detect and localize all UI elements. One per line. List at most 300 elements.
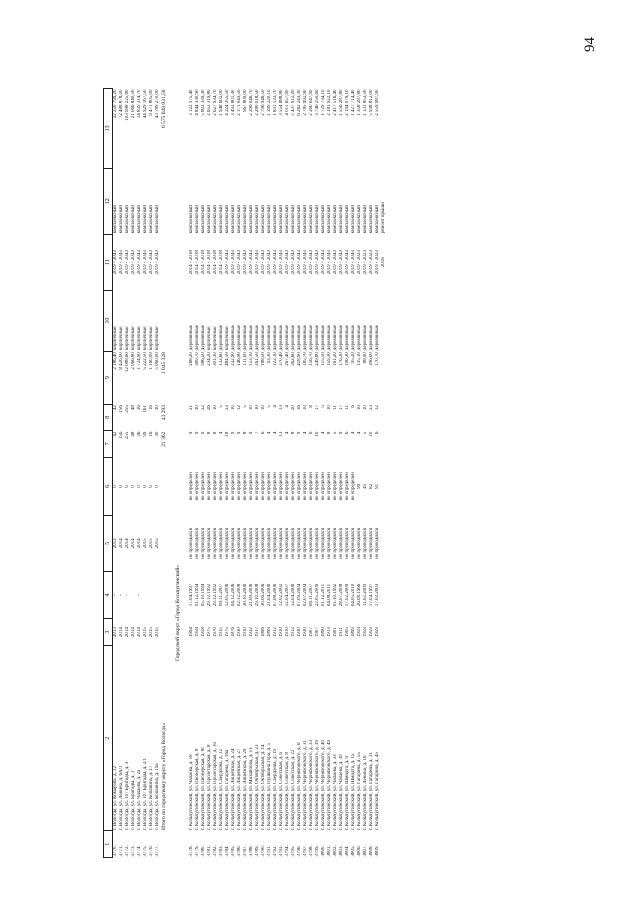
table-cell: 10 [231, 405, 236, 411]
table-cell: г. Кольчугинский, ул. Советская, д. 22 [291, 749, 296, 830]
table-cell: 156 [119, 431, 124, 440]
rotated-table-wrapper [103, 88, 617, 858]
table-cell: г. Кольчугинский, ул. Октябрьская, д. 14 [261, 744, 266, 830]
table-cell: 21.04.2006 [267, 583, 272, 607]
table-cell: 3771. [119, 845, 124, 857]
table-cell: 3797. [303, 845, 308, 857]
table-cell: кирпичные [155, 326, 160, 351]
total-label: Итого по городскому округу «Город Вологда» [161, 722, 167, 830]
table-cell: не проводился [333, 527, 338, 559]
table-cell: 2019 - 2043 [279, 250, 284, 275]
table-cell: не определен [327, 472, 332, 501]
table-cell: не определен [201, 472, 206, 501]
table-cell: комплексный [279, 205, 284, 234]
table-cell: 3799. [315, 845, 320, 857]
table-cell: 12.05.2006 [225, 583, 230, 607]
table-cell: 2014 - 2018 [207, 250, 212, 275]
table-cell: 9 [339, 431, 344, 435]
table-cell: не определен [285, 472, 290, 501]
table-cell: 1930 [297, 627, 302, 638]
table-cell: 4 011 657,90 [285, 89, 290, 116]
table-cell: 3793. [279, 845, 284, 857]
table-cell: 1975 [207, 627, 212, 638]
table-cell: 22 [201, 405, 206, 411]
table-cell: 3780. [201, 845, 206, 857]
table-cell: 4 [285, 405, 290, 408]
table-cell: 8 [243, 431, 248, 435]
table-cell: 4 [273, 431, 278, 435]
table-cell: не проводился [213, 527, 218, 559]
table-cell: 4 [267, 431, 272, 435]
table-cell: г. Кольчугинский, ул. Пионерская, д. 8 [195, 748, 200, 830]
table-cell: комплексный [339, 205, 344, 234]
empty-cell [381, 619, 387, 646]
table-cell: 3784. [225, 845, 230, 857]
table-cell: 1959 [369, 627, 374, 638]
table-cell: г. Вологда, ул. Ленина, д. 6А/1 [119, 765, 124, 830]
table-cell: комплексный [213, 205, 218, 234]
table-cell: 16 [149, 405, 154, 411]
table-cell: не проводился [273, 527, 278, 559]
table-cell: 2014 [125, 627, 130, 638]
table-cell: 9 [201, 431, 206, 435]
table-cell: комплексный [255, 205, 260, 234]
table-cell: 8 [291, 431, 296, 435]
table-cell: 30 [195, 405, 200, 411]
table-cell: 28.07.2008 [339, 583, 344, 607]
table-cell: кирпичные [125, 326, 130, 351]
table-cell: не определен [321, 472, 326, 501]
table-cell: 2 194 079,10 [345, 89, 350, 116]
table-cell: 2019 - 2043 [155, 250, 160, 275]
table-cell: 2 280 018,50 [255, 89, 260, 116]
table-cell: 967 809,00 [243, 89, 248, 112]
table-cell: 43 789 270,00 [155, 89, 160, 119]
table-cell: 9 [249, 431, 254, 435]
note-text: ремонт крыши [381, 202, 386, 234]
table-cell: 1896 [261, 627, 266, 638]
empty-cell [381, 831, 387, 858]
table-cell: 2 627 934,70 [213, 89, 218, 116]
table-cell: 10 [327, 405, 332, 411]
table-cell: 2019 - 2023 [363, 250, 368, 275]
table-cell: не определен [219, 472, 224, 501]
table-cell: 3 492 801,30 [231, 89, 236, 116]
table-cell: 5 [333, 431, 338, 435]
table-cell: 07.08.2006 [273, 583, 278, 607]
table-cell: не определен [213, 472, 218, 501]
table-cell: 3805. [351, 845, 356, 857]
header-cell: 11 [104, 234, 113, 290]
table-cell: не определен [333, 472, 338, 501]
table-cell: 3792. [273, 845, 278, 857]
table-cell: 1910 [237, 627, 242, 638]
table-cell: деревянные [303, 325, 308, 351]
table-cell: 8 [309, 405, 314, 408]
table-cell: не проводился [303, 527, 308, 559]
table-cell: 07.09.2004 [297, 583, 302, 607]
table-cell: комплексный [357, 205, 362, 234]
table-cell: кирпичные [143, 326, 148, 351]
table-cell: 1 358 287,80 [357, 89, 362, 116]
table-cell: 2019 - 2043 [143, 250, 148, 275]
table-cell: 3782. [213, 845, 218, 857]
note-row [381, 89, 387, 858]
table-cell: комплексный [149, 205, 154, 234]
table-cell: г. Кольчугинский, ул. Черняховского, д. 40 [321, 739, 326, 830]
table-cell: деревянные [237, 325, 242, 351]
table-cell: 1 160,00 [149, 352, 154, 370]
table-cell: 12.04.2007 [285, 583, 290, 607]
table-cell: комплексный [231, 205, 236, 234]
table-cell: 10 [357, 405, 362, 411]
table-cell: 2019 - 2043 [149, 250, 154, 275]
table-cell: 12.02.2002 [279, 583, 284, 607]
table-cell: 6 [345, 431, 350, 435]
table-cell: 4 [285, 431, 290, 435]
table-cell: г. Кольчугинский, ул. Чапаева, д. 39 [339, 754, 344, 830]
section-row [167, 89, 189, 858]
empty-cell [381, 431, 387, 458]
table-cell: г. Кольчугинский, ул. Чапаева, д. 18 [189, 754, 194, 830]
table-cell: 1959 [357, 627, 362, 638]
empty-cell [381, 515, 387, 571]
table-cell: комплексный [369, 205, 374, 234]
table-cell: не проводился [327, 527, 332, 559]
table-cell: 255 [125, 405, 130, 413]
table-cell: 12 088,60 [125, 352, 130, 373]
table-cell: 3790. [261, 845, 266, 857]
table-cell: 10 [363, 405, 368, 411]
table-cell: 1975 [225, 627, 230, 638]
table-cell: 1907 [315, 627, 320, 638]
table-cell: не определен [297, 472, 302, 501]
table-cell: г. Кольчугинский, ул. Пролетарская, д. 8 [207, 744, 212, 830]
table-cell: 2013 [113, 627, 118, 638]
table-cell: 4 [351, 431, 356, 435]
table-cell: деревянные [291, 325, 296, 351]
table-cell: 12 [375, 405, 380, 411]
table-cell: 115,50 [321, 352, 326, 366]
table-cell: комплексный [219, 205, 224, 234]
table-cell: 2019 - 2043 [267, 250, 272, 275]
table-cell: 1 399 220,10 [267, 89, 272, 116]
table-cell: г. Кольчугинский, ул. Пролетарская, д. 10 [213, 742, 218, 830]
table-cell: 22.05.2009 [315, 583, 320, 607]
table-cell: кирпичные [131, 326, 136, 351]
table-cell: комплексный [291, 205, 296, 234]
table-cell: комплексный [267, 205, 272, 234]
table-cell: 1911 [339, 627, 344, 638]
table-cell: 9 [237, 431, 242, 435]
table-cell: не проводился [309, 527, 314, 559]
table-cell: 170,70 [375, 352, 380, 366]
table-cell: 04.05.2010 [351, 583, 356, 607]
table-cell: не проводился [255, 527, 260, 559]
table-cell: 2014 - 2018 [213, 250, 218, 275]
table-cell: 2014 [131, 627, 136, 638]
table-cell: 9 471 805,00 [149, 89, 154, 116]
table-cell: не проводился [285, 527, 290, 559]
table-cell: не проводился [315, 527, 320, 559]
table-cell: 484,50 [225, 352, 230, 366]
housing-register-table [103, 88, 387, 858]
table-cell: 1913 [327, 627, 332, 638]
header-cell: 2 [104, 645, 113, 831]
table-cell: 17.04.1997 [369, 583, 374, 607]
table-cell: 1912 [291, 627, 296, 638]
table-cell: 10 [213, 405, 218, 411]
table-cell: не определен [309, 472, 314, 501]
total-value: 21 362 [161, 431, 167, 447]
table-cell: 95,20 [351, 352, 356, 364]
table-cell: не проводился [189, 527, 194, 559]
table-cell: 3803. [339, 845, 344, 857]
table-cell: 1959 [363, 627, 368, 638]
table-cell: 2015 [149, 627, 154, 638]
table-cell: 2019 - 2043 [113, 250, 118, 275]
table-cell: 9 [195, 431, 200, 435]
table-cell: комплексный [195, 205, 200, 234]
table-cell: 1 131 853,50 [363, 89, 368, 116]
table-cell: г. Вологда, ул. Копанина, д. 19а [155, 763, 160, 830]
table-cell: 42 [113, 405, 118, 411]
table-cell: 23 [369, 405, 374, 411]
table-cell: комплексный [345, 205, 350, 234]
table-cell: 26.08.1966 [357, 583, 362, 607]
table-cell: деревянные [285, 325, 290, 351]
table-cell: комплексный [189, 205, 194, 234]
table-cell: 2019 - 2043 [315, 250, 320, 275]
table-cell: 14 839 314,70 [137, 89, 142, 119]
table-cell: г. Кольчугинский, ул. Гагарина, д. 45 [375, 752, 380, 830]
table-cell: 5 437 912,20 [291, 89, 296, 116]
table-cell: 3802. [333, 845, 338, 857]
table-cell: кирпичные [207, 326, 212, 351]
table-cell: 156 [119, 405, 124, 413]
table-cell: 8 [213, 431, 218, 435]
table-cell: комплексный [303, 205, 308, 234]
page-number: 94 [582, 37, 598, 52]
table-cell: 42 [113, 431, 118, 437]
table-cell: 2019 - 2043 [333, 250, 338, 275]
table-cell: 2 796 946,50 [261, 89, 266, 116]
table-cell: 21 [189, 405, 194, 411]
table-cell: 3772. [125, 845, 130, 857]
table-cell: 2019 - 2043 [255, 250, 260, 275]
table-cell: 2019 - 2043 [309, 250, 314, 275]
table-cell: г. Кольчугинский, ул. Лицейская, д. 27 [237, 748, 242, 830]
table-cell: 2 785 992,90 [303, 89, 308, 116]
table-cell: 48 [131, 431, 136, 437]
table-cell: 91 [375, 483, 380, 489]
table-cell: г. Кольчугинский, ул. Гагарина, д. 55 [357, 752, 362, 830]
table-cell: комплексный [113, 205, 118, 234]
table-cell: 1910 [279, 627, 284, 638]
table-cell: 18 [225, 431, 230, 437]
table-cell: 2019 - 2043 [225, 250, 230, 275]
table-cell: 3775. [143, 845, 148, 857]
table-cell: г. Кольчугинский, ул. Свердлова, д. 12 [219, 748, 224, 830]
table-cell: кирпичные [149, 326, 154, 351]
table-cell: 2019 - 2043 [327, 250, 332, 275]
table-cell: 2019 - 2043 [231, 250, 236, 275]
table-cell: не проводился [339, 527, 344, 559]
table-cell: 362,60 [291, 352, 296, 366]
table-cell: - [113, 594, 118, 596]
table-cell: комплексный [119, 205, 124, 234]
table-cell: 2014 [119, 538, 124, 549]
table-cell: 0 [113, 485, 118, 488]
table-cell: 1907 [309, 627, 314, 638]
table-cell: г. Кольчугинский, ул. Ленина, д. 16 [363, 755, 368, 830]
table-cell: 389,70 [195, 352, 200, 366]
table-cell: 2014 - 2018 [219, 250, 224, 275]
table-cell: 17.04.1997 [189, 583, 194, 607]
table-cell: 3776. [149, 845, 154, 857]
table-cell: не проводился [345, 527, 350, 559]
table-cell: г. Кольчугинский, ул. Черняховского, д. 6 [297, 742, 302, 830]
table-cell: не определен [291, 472, 296, 501]
table-cell: 3779. [195, 845, 200, 857]
table-cell: 29.10.2008 [255, 583, 260, 607]
table-cell: 30.06.2006 [261, 583, 266, 607]
table-cell: г. Кольчугинский, ул. Михайлова, д. 51 [249, 747, 254, 830]
table-cell: 2 066,80 [131, 352, 136, 370]
table-cell: 2 171 043,50 [237, 89, 242, 116]
table-cell: 1876 [231, 627, 236, 638]
table-cell: 1 948 602,00 [219, 89, 224, 116]
table-cell: 1 556 287,80 [339, 89, 344, 116]
table-cell: г. Кольчугинский, ул. Шмидта, д. 15 [351, 753, 356, 830]
table-cell: 17 [315, 405, 320, 411]
table-cell: деревянные [249, 325, 254, 351]
table-cell: - [119, 594, 124, 596]
header-cell: 8 [104, 404, 113, 431]
table-cell: кирпичные [113, 326, 118, 351]
table-cell: 2015 [155, 627, 160, 638]
table-cell: 10 [255, 405, 260, 411]
table-cell: 2019 - 2043 [237, 250, 242, 275]
table-cell: 16 [297, 405, 302, 411]
table-cell: 8 426,00 [119, 352, 124, 370]
table-cell: 2019 - 2023 [375, 250, 380, 275]
table-cell: 153,10 [249, 352, 254, 366]
table-cell: г. Кольчугинский, ул. Октябрьская, д. 23 [255, 744, 260, 830]
table-cell: г. Вологда, ул. Бригады, д. 1 [131, 770, 136, 830]
table-cell: комплексный [143, 205, 148, 234]
table-cell: 232,90 [231, 352, 236, 366]
table-cell: 45 [363, 483, 368, 489]
table-cell: 08.11.2007 [219, 583, 224, 607]
table-cell: 2015 [143, 627, 148, 638]
table-cell: 3781. [207, 845, 212, 857]
table-cell: комплексный [137, 205, 142, 234]
table-cell: не проводился [231, 527, 236, 559]
table-cell: 132,60 [219, 352, 224, 366]
header-cell: 5 [104, 515, 113, 571]
table-cell: 10 [249, 405, 254, 411]
table-cell: 5 [321, 405, 326, 408]
table-cell: 5 802 339,30 [201, 89, 206, 116]
table-cell: 2019 - 2043 [249, 250, 254, 275]
table-cell: комплексный [285, 205, 290, 234]
header-cell: 4 [104, 571, 113, 619]
table-cell: 2 186,40 [113, 352, 118, 370]
table-cell: 17.02.2009 [345, 583, 350, 607]
table-cell: 161,20 [333, 352, 338, 366]
table-cell: 1958 [201, 627, 206, 638]
table-cell: 12 [237, 405, 242, 411]
table-cell: не проводился [201, 527, 206, 559]
table-cell: г. Вологда, ул. Комарова, д. 12 [113, 765, 118, 830]
table-cell: не определен [243, 472, 248, 501]
table-cell: г. Вологда, ул. 107 Бригады, д. 3 [125, 761, 130, 830]
table-cell: 5 222,50 [143, 352, 148, 370]
table-cell: деревянные [369, 325, 374, 351]
table-cell: 2014 [119, 627, 124, 638]
table-cell: 2 417 516,40 [333, 89, 338, 116]
table-cell: 16 [149, 431, 154, 437]
table-cell: 111,00 [243, 352, 248, 366]
table-cell: 1899 [267, 627, 272, 638]
table-cell: 13 [279, 405, 284, 411]
table-cell: 1 831 133,70 [273, 89, 278, 116]
table-cell: 261,50 [255, 352, 260, 366]
table-cell: комплексный [261, 205, 266, 234]
table-cell: деревянные [255, 325, 260, 351]
table-cell: 5 060,00 [155, 352, 160, 370]
table-cell: 21.09.2006 [249, 583, 254, 607]
table-cell: комплексный [273, 205, 278, 234]
table-cell: 3783. [219, 845, 224, 857]
table-cell: 3 554 888,80 [279, 89, 284, 116]
table-cell: 234,20 [207, 352, 212, 366]
table-cell: деревянные [195, 325, 200, 351]
table-cell: не проводился [375, 527, 380, 559]
table-cell: не определен [351, 472, 356, 501]
table-cell: 4 [321, 431, 326, 435]
table-cell: 3789. [255, 845, 260, 857]
empty-cell [381, 89, 387, 169]
table-cell: 386,50 [201, 352, 206, 366]
table-cell: 1890 [321, 627, 326, 638]
table-cell: не проводился [219, 527, 224, 559]
table-cell: 2019 - 2043 [125, 250, 130, 275]
table-cell: не определен [207, 472, 212, 501]
table-cell: - [137, 594, 142, 596]
table-cell: 8 [327, 431, 332, 435]
table-cell: 2 260 047,90 [309, 89, 314, 116]
table-cell: 2014 - 2018 [195, 250, 200, 275]
table-cell: деревянные [327, 325, 332, 351]
table-cell: 3807. [363, 845, 368, 857]
table-cell: 2014 [125, 538, 130, 549]
table-cell: не проводился [297, 527, 302, 559]
table-cell: 29.12.1992 [213, 583, 218, 607]
table-cell: г. Кольчугинский, ул. Черняховского, д. 31 [303, 739, 308, 830]
table-cell: 0 [149, 485, 154, 488]
table-cell: 99 [143, 431, 148, 437]
table-cell: г. Кольчугинский, ул. Чапаева, д. 33 [333, 754, 338, 830]
total-value: 1 045 328 [161, 352, 167, 375]
table-cell: не определен [255, 472, 260, 501]
table-cell: деревянные [309, 325, 314, 351]
table-cell: 2019 - 2043 [273, 250, 278, 275]
table-cell: 4 [273, 405, 278, 408]
table-cell: 17 [339, 405, 344, 411]
table-cell: не проводился [351, 527, 356, 559]
